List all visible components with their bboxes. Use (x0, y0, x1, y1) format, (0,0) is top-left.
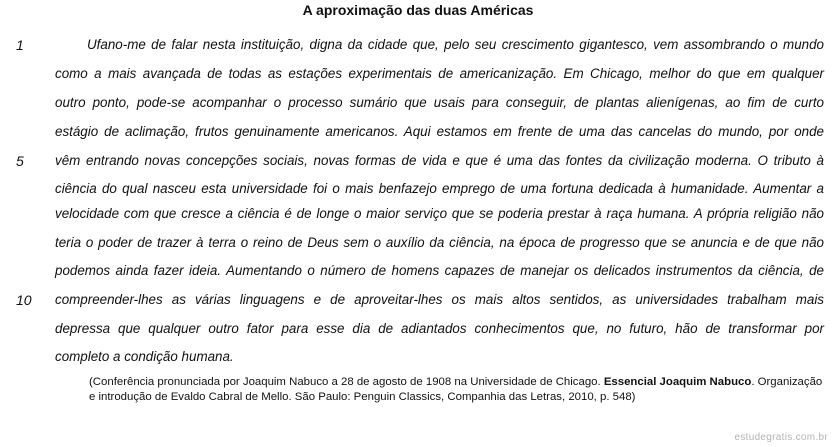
citation (89, 375, 824, 405)
paragraph-line: podemos ainda fazer ideia. Aumentando o número de homens capazes de manejar os delicados instrumentos da ciência, de (55, 263, 824, 278)
citation-text: (Conferência pronunciada por Joaquim Nabuco a 28 de agosto de 1908 na Universidade de Chicago. (89, 376, 601, 388)
paragraph-line: depressa que qualquer outro fator para esse dia de adiantados conhecimentos que, no futuro, hão de transformar por (55, 321, 824, 336)
citation-book-title: Essencial Joaquim Nabuco (603, 376, 752, 388)
paragraph-line: como a mais avançada de todas as estações experimentais de americanização. Em Chicago, melhor do que em qualquer (55, 66, 824, 81)
line-number-1: 1 (16, 37, 24, 53)
paragraph-line: teria o poder de trazer à terra o reino de Deus sem o auxílio da ciência, na época de progresso que se anuncia e de que não (55, 235, 824, 250)
paragraph-line: ciência do qual nasceu esta universidade foi o mais benfazejo emprego de uma fortuna dedicada à humanidade. Aumentar a (55, 181, 824, 196)
document-title: A aproximação das duas Américas (302, 2, 534, 18)
paragraph-line: Ufano-me de falar nesta instituição, digna da cidade que, pelo seu crescimento gigantesco, vem assombrando o mundo (87, 37, 824, 52)
paragraph-line: velocidade com que cresce a ciência é de longe o maior serviço que se poderia prestar à raça humana. A própria religião não (55, 206, 824, 221)
site-watermark: estudegratis.com.br (734, 432, 828, 443)
paragraph-line: estágio de aclimação, frutos genuinamente americanos. Aqui estamos em frente de uma das cancelas do mundo, por onde (55, 124, 824, 139)
paragraph-line: compreender-lhes as várias linguagens e de aproveitar-lhes os mais altos sentidos, as universidades trabalham mais (55, 292, 824, 307)
citation-text-rest: . Organização e introdução de Evaldo Cabral de Mello. São Paulo: Penguin Classics, Companhia das Letras, 2010, p. 548) (89, 376, 823, 403)
paragraph-line: vêm entrando novas concepções sociais, novas formas de vida e que é uma das fontes da civilização moderna. O tributo à (55, 153, 824, 168)
paragraph-line: completo a condição humana. (55, 349, 234, 364)
paragraph-line: outro ponto, pode-se acompanhar o processo sumário que usais para conseguir, de plantas alienígenas, ao fim de curto (55, 95, 824, 110)
line-number-10: 10 (16, 292, 32, 308)
line-number-5: 5 (16, 153, 24, 169)
